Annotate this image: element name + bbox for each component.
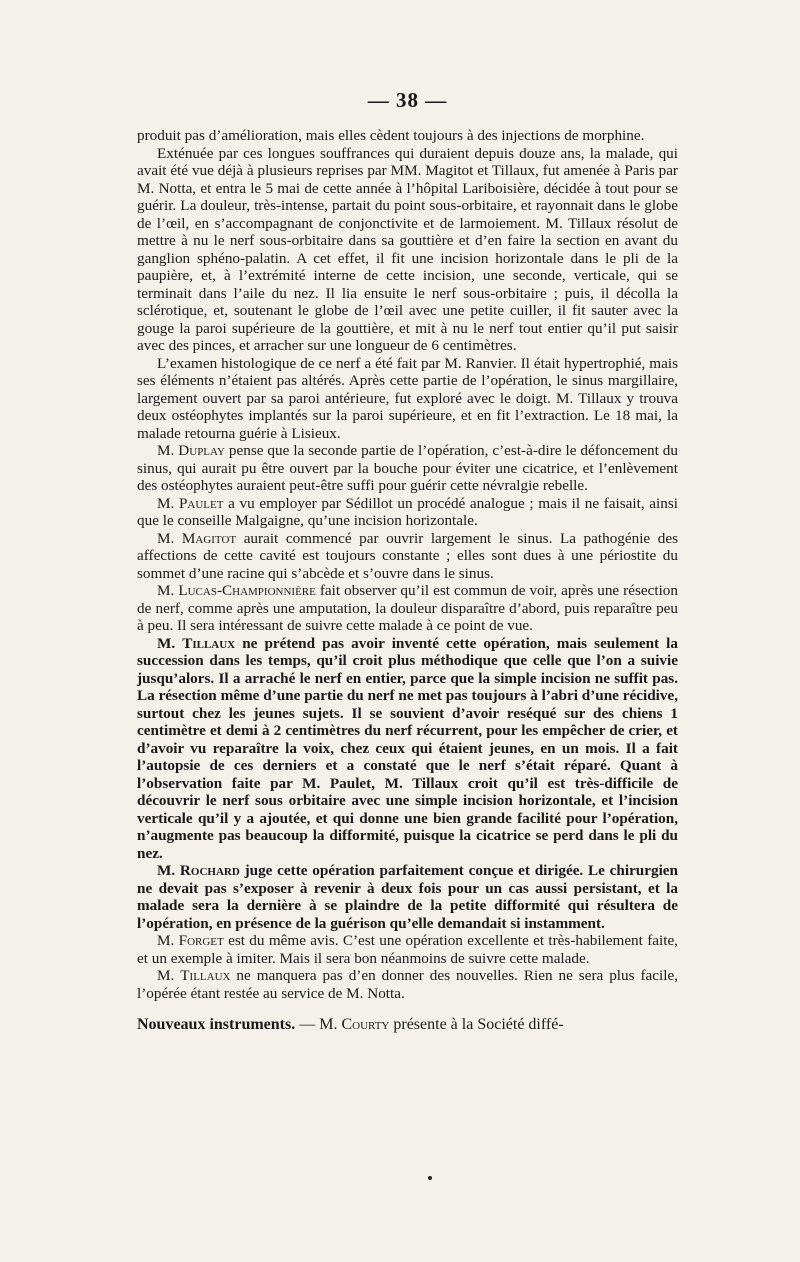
speaker-name: Duplay [178, 442, 225, 459]
paragraph-text: M. [157, 494, 179, 512]
speaker-name: Lucas-Championnière [178, 582, 316, 599]
section-title: Nouveaux instruments. [137, 1016, 296, 1033]
section-text: présente à la Société diffé- [389, 1016, 564, 1033]
paragraph [137, 862, 678, 932]
speaker-name: Tillaux [180, 967, 231, 984]
speaker-name: Tillaux [182, 634, 236, 652]
paragraph-text: produit pas d’amélioration, mais elles cèdent toujours à des injections de morphine. [137, 127, 645, 144]
paragraph [137, 495, 678, 530]
speaker-name: Forget [178, 932, 224, 949]
paragraph [137, 355, 678, 443]
ink-dot [428, 1176, 432, 1180]
paragraph-text: M. [157, 932, 179, 949]
paragraph-text: Exténuée par ces longues souffrances qui duraient depuis douze ans, la malade, qui avait été vue déjà à plusieurs reprises par MM. Magitot et Tillaux, fut amenée à Paris par M. Notta, et entra le 5 mai de cette année à l’hôpital Lariboisière, décidée à tout pour se guérir. La douleur, très-intense, partait du point sous-orbitaire, et rayonnait dans le globe de l’œil, en s’accompagnant de conjonctivite et de larmoiement. M. Tillaux résolut de mettre à nu le nerf sous-orbitaire dans sa gouttière et d’en faire la section en avant du ganglion sphéno-palatin. A cet effet, il fit une incision horizontale dans le pli de la paupière, et, à l’extrémité interne de cette incision, une seconde, verticale, qui se terminait dans l’aile du nez. Il lia ensuite le nerf sous-orbitaire ; puis, il décolla la sclérotique, et, soutenant le globe de l’œil avec une petite cuiller, il fit sauter avec la gouge la paroi supérieure de la gouttière, et mit à nu le nerf tout entier qu’il put saisir avec des pinces, et arracher sur une longueur de 6 centimètres. [137, 144, 678, 354]
paragraph-text: M. [157, 529, 182, 547]
section-heading [137, 1016, 678, 1034]
paragraph-text: ne prétend pas avoir inventé cette opération, mais seulement la succession dans les temps, qu’il croit plus méthodique que celle que l’on a suivie jusqu’alors. Il a arraché le nerf en entier, parce que la simple incision ne suffit pas. La résection même d’une partie du nerf ne met pas toujours à l’abri d’une récidive, surtout chez les jeunes sujets. Il se souvient d’avoir reséqué sur des chiens 1 centimètre et demi à 2 centimètres du nerf récurrent, pour les empêcher de crier, et d’avoir vu reparaître la voix, chez ceux qui étaient jeunes, en un mois. Il a fait l’autopsie de ces derniers et a constaté que le nerf s’était réparé. Quant à l’observation faite par M. Paulet, M. Tillaux croit qu’il est très-difficile de découvrir le nerf sous orbitaire avec une simple incision horizontale, et l’incision verticale qu’il y a ajoutée, et qui donne une bien grande facilité pour l’opération, n’augmente pas beaucoup la difformité, puisque la cicatrice se perd dans le pli du nez. [137, 634, 678, 862]
paragraph [137, 145, 678, 355]
paragraph-text: a vu employer par Sédillot un procédé analogue ; mais il ne faisait, ainsi que le conseille Malgaigne, qu’une incision horizontale. [137, 494, 678, 529]
paragraph [137, 582, 678, 635]
paragraph-text: M. [157, 862, 180, 879]
paragraph [137, 530, 678, 583]
paragraph-text: fait observer qu’il est commun de voir, après une résection de nerf, comme après une amputation, la douleur disparaître d’abord, puis reparaître peu à peu. Il sera intéressant de suivre cette malade à ce point de vue. [137, 582, 678, 634]
paragraph-text: juge cette opération parfaitement conçue et dirigée. Le chirurgien ne devait pas s’exposer à revenir à deux fois pour un cas aussi persistant, et la malade sera la dernière à se plaindre de la petite difformité qui résultera de l’opération, en présence de la guérison qu’elle demandait si instamment. [137, 862, 678, 932]
paragraph [137, 967, 678, 1002]
paragraph-text: aurait commencé par ouvrir largement le sinus. La pathogénie des affections de cette cavité est toujours constante ; elles sont dues à une périostite du sommet d’une racine qui s’abcède et s’ouvre dans le sinus. [137, 529, 678, 582]
paragraph-text: pense que la seconde partie de l’opération, c’est-à-dire le défoncement du sinus, qui aurait pu être ouvert par la bouche pour éviter une cicatrice, et l’enlèvement des ostéophytes auraient peut-être suffi pour guérir cette névralgie rebelle. [137, 442, 678, 494]
speaker-name: Paulet [178, 494, 224, 512]
paragraph [137, 127, 678, 145]
page-number: — 38 — [367, 88, 448, 112]
paragraph-text: ne manquera pas d’en donner des nouvelles. Rien ne sera plus facile, l’opérée étant restée au service de M. Notta. [137, 967, 678, 1002]
body-text [137, 127, 678, 1034]
section-dash: — M. [295, 1016, 342, 1033]
paragraph-text: M. [157, 967, 181, 984]
paragraph [137, 442, 678, 495]
speaker-name: Rochard [179, 862, 240, 879]
speaker-name: Magitot [181, 529, 237, 547]
paragraph-text: L’examen histologique de ce nerf a été fait par M. Ranvier. Il était hypertrophié, mais ses éléments n’étaient pas altérés. Après cette partie de l’opération, le sinus margillaire, largement ouvert par sa paroi antérieure, fut exploré avec le doigt. M. Tillaux y trouva deux ostéophytes implantés sur la paroi supérieure, et en fit l’extraction. Le 18 mai, la malade retourna guérie à Lisieux. [137, 354, 678, 442]
paragraph [137, 932, 678, 967]
speaker-name: Courty [341, 1016, 390, 1033]
paragraph-text: M. [157, 582, 179, 599]
paragraph-text: est du même avis. C’est une opération excellente et très-habilement faite, et un exemple à imiter. Mais il sera bon néanmoins de suivre cette malade. [137, 932, 678, 967]
paragraph [137, 635, 678, 863]
paragraph-text: M. [157, 634, 183, 652]
paragraph-text: M. [157, 442, 179, 459]
